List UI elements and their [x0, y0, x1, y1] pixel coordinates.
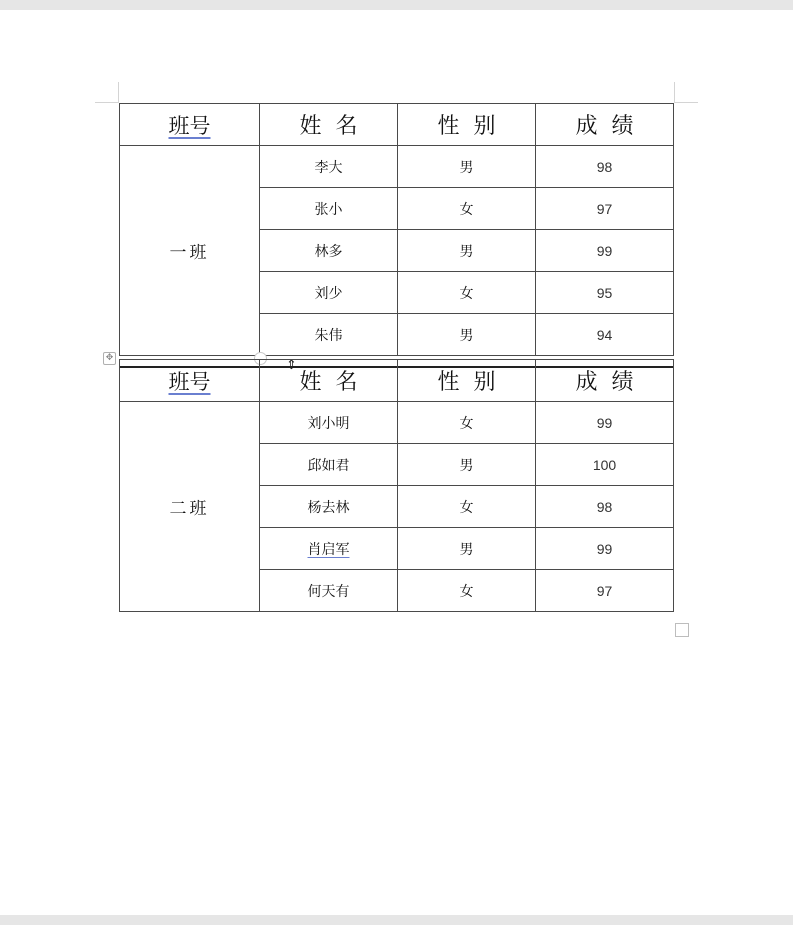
name-cell[interactable]: 何天有	[260, 570, 398, 612]
class-label-cell[interactable]: 一班	[120, 146, 260, 356]
name-cell[interactable]: 张小	[260, 188, 398, 230]
header-gender[interactable]: 性别	[398, 104, 536, 146]
grade-table-class-2[interactable]	[119, 359, 674, 612]
score-cell[interactable]: 99	[536, 528, 674, 570]
score-cell[interactable]: 97	[536, 570, 674, 612]
score-cell[interactable]: 100	[536, 444, 674, 486]
gender-cell[interactable]: 女	[398, 402, 536, 444]
crop-mark-top-right-h	[674, 102, 698, 103]
resize-cursor-icon: ⇕	[286, 358, 297, 373]
gender-cell[interactable]: 女	[398, 272, 536, 314]
table-row	[120, 146, 674, 188]
crop-mark-top-left-h	[95, 102, 119, 103]
table-move-handle-icon[interactable]: ✥	[103, 352, 116, 365]
score-cell[interactable]: 94	[536, 314, 674, 356]
score-cell[interactable]: 95	[536, 272, 674, 314]
document-page	[0, 10, 793, 915]
name-cell[interactable]: 朱伟	[260, 314, 398, 356]
table-header-row	[120, 104, 674, 146]
header-class-no[interactable]: 班号	[120, 104, 260, 146]
crop-mark-top-left-v	[118, 82, 119, 102]
name-cell[interactable]: 邱如君	[260, 444, 398, 486]
gender-cell[interactable]: 女	[398, 188, 536, 230]
score-cell[interactable]: 99	[536, 402, 674, 444]
header-score[interactable]: 成绩	[536, 104, 674, 146]
score-cell[interactable]: 99	[536, 230, 674, 272]
table-header-row	[120, 360, 674, 402]
name-cell[interactable]: 刘少	[260, 272, 398, 314]
header-score[interactable]: 成绩	[536, 360, 674, 402]
name-cell[interactable]: 林多	[260, 230, 398, 272]
gender-cell[interactable]: 女	[398, 486, 536, 528]
table-resize-handle-icon[interactable]	[675, 623, 689, 637]
header-name[interactable]: 姓名	[260, 104, 398, 146]
grade-table-class-1[interactable]	[119, 103, 674, 356]
score-cell[interactable]: 98	[536, 146, 674, 188]
gender-cell[interactable]: 女	[398, 570, 536, 612]
gender-cell[interactable]: 男	[398, 444, 536, 486]
gender-cell[interactable]: 男	[398, 314, 536, 356]
name-cell[interactable]: 李大	[260, 146, 398, 188]
name-cell[interactable]: 肖启军	[260, 528, 398, 570]
score-cell[interactable]: 97	[536, 188, 674, 230]
header-gender[interactable]: 性别	[398, 360, 536, 402]
gender-cell[interactable]: 男	[398, 146, 536, 188]
header-name[interactable]: 姓名	[260, 360, 398, 402]
gender-cell[interactable]: 男	[398, 528, 536, 570]
header-class-no[interactable]: 班号	[120, 360, 260, 402]
table-row	[120, 402, 674, 444]
class-label-cell[interactable]: 二班	[120, 402, 260, 612]
name-cell[interactable]: 刘小明	[260, 402, 398, 444]
score-cell[interactable]: 98	[536, 486, 674, 528]
gender-cell[interactable]: 男	[398, 230, 536, 272]
crop-mark-top-right-v	[674, 82, 675, 102]
name-cell[interactable]: 杨去林	[260, 486, 398, 528]
